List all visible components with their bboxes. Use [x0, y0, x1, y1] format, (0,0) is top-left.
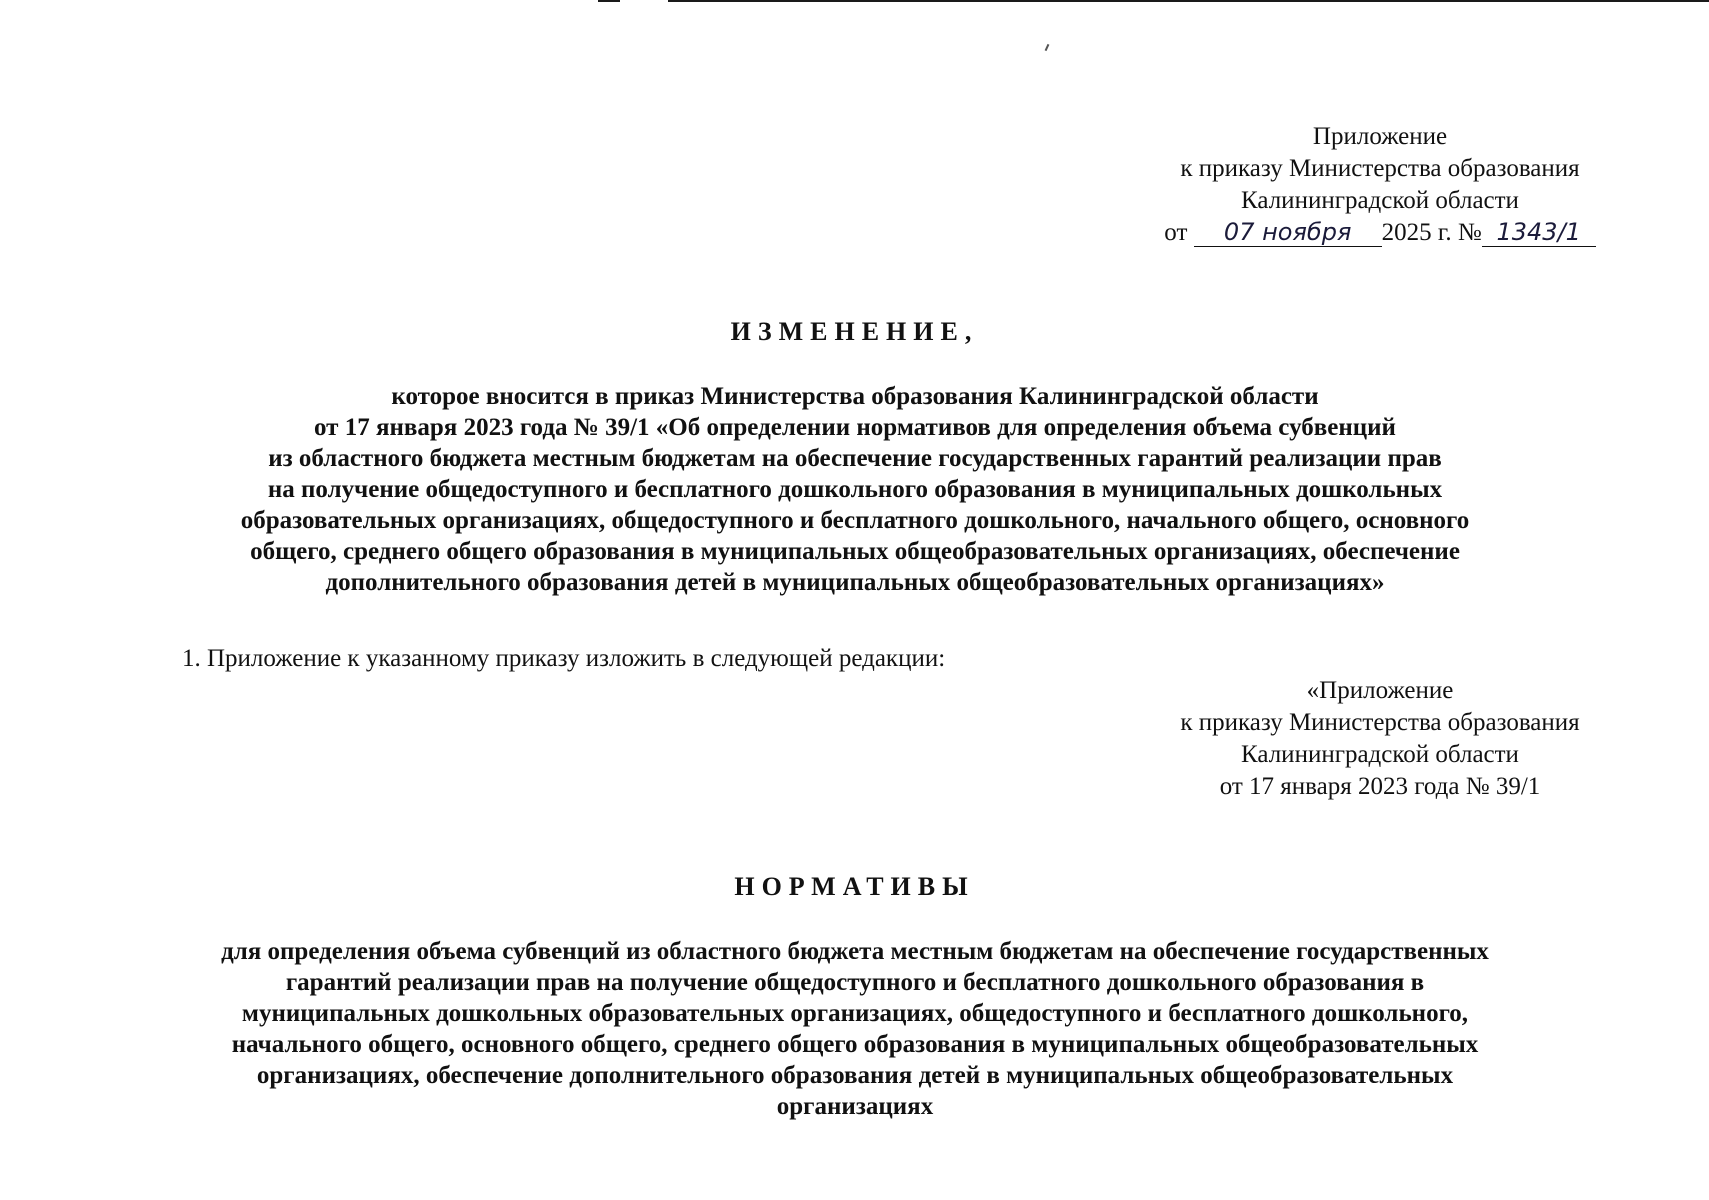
- intro-line: которое вносится в приказ Министерства образования Калининградской области: [391, 383, 1319, 410]
- norms-line: гарантий реализации прав на получение общедоступного и бесплатного дошкольного образования в: [285, 969, 1425, 996]
- scan-edge-line: [668, 0, 1709, 2]
- change-intro: [100, 381, 1610, 598]
- intro-line: образовательных организациях, общедоступного и бесплатного дошкольного, начального общего, основного: [240, 507, 1470, 534]
- appendix-label: Приложение: [1312, 123, 1448, 150]
- date-year: 2025 г. №: [1381, 219, 1482, 246]
- appendix-region: Калининградской области: [1241, 187, 1519, 214]
- appendix-date-line: [1130, 217, 1630, 249]
- date-prefix: от: [1164, 219, 1188, 246]
- handwritten-date: 07 ноября: [1194, 218, 1382, 247]
- intro-line: от 17 января 2023 года № 39/1 «Об определении нормативов для определения объема субвенций: [314, 414, 1396, 441]
- scan-edge-mark: [598, 0, 620, 2]
- appendix-date: от 17 января 2023 года № 39/1: [1219, 773, 1541, 800]
- norms-line: муниципальных дошкольных образовательных организациях, общедоступного и бесплатного дошкольного,: [241, 1000, 1469, 1027]
- norms-subtitle: [100, 936, 1610, 1122]
- appendix-order-ref: к приказу Министерства образования: [1180, 709, 1580, 736]
- scan-speck: [1045, 44, 1050, 51]
- appendix-order-ref: к приказу Министерства образования: [1180, 155, 1580, 182]
- appendix-label: «Приложение: [1306, 677, 1454, 704]
- norms-line: организациях, обеспечение дополнительного образования детей в муниципальных общеобразовательных: [256, 1062, 1454, 1089]
- intro-line: общего, среднего общего образования в муниципальных общеобразовательных организациях, обеспечение: [250, 538, 1460, 565]
- intro-line: из областного бюджета местным бюджетам на обеспечение государственных гарантий реализации прав: [268, 445, 1442, 472]
- paragraph-1: 1. Приложение к указанному приказу изложить в следующей редакции:: [182, 645, 946, 672]
- appendix-header-top: [1130, 121, 1630, 249]
- change-heading: ИЗМЕНЕНИЕ,: [730, 317, 979, 346]
- appendix-header-second: [1130, 675, 1630, 803]
- handwritten-order-number: 1343/1: [1482, 218, 1596, 247]
- norms-line: для определения объема субвенций из областного бюджета местным бюджетам на обеспечение государственных: [221, 938, 1489, 965]
- norms-line: организациях: [776, 1093, 934, 1120]
- appendix-region: Калининградской области: [1241, 741, 1519, 768]
- intro-line: на получение общедоступного и бесплатного дошкольного образования в муниципальных дошкольных: [267, 476, 1443, 503]
- intro-line: дополнительного образования детей в муниципальных общеобразовательных организациях»: [325, 569, 1385, 596]
- norms-heading: НОРМАТИВЫ: [734, 872, 975, 901]
- norms-line: начального общего, основного общего, среднего общего образования в муниципальных общеобразовательных: [231, 1031, 1479, 1058]
